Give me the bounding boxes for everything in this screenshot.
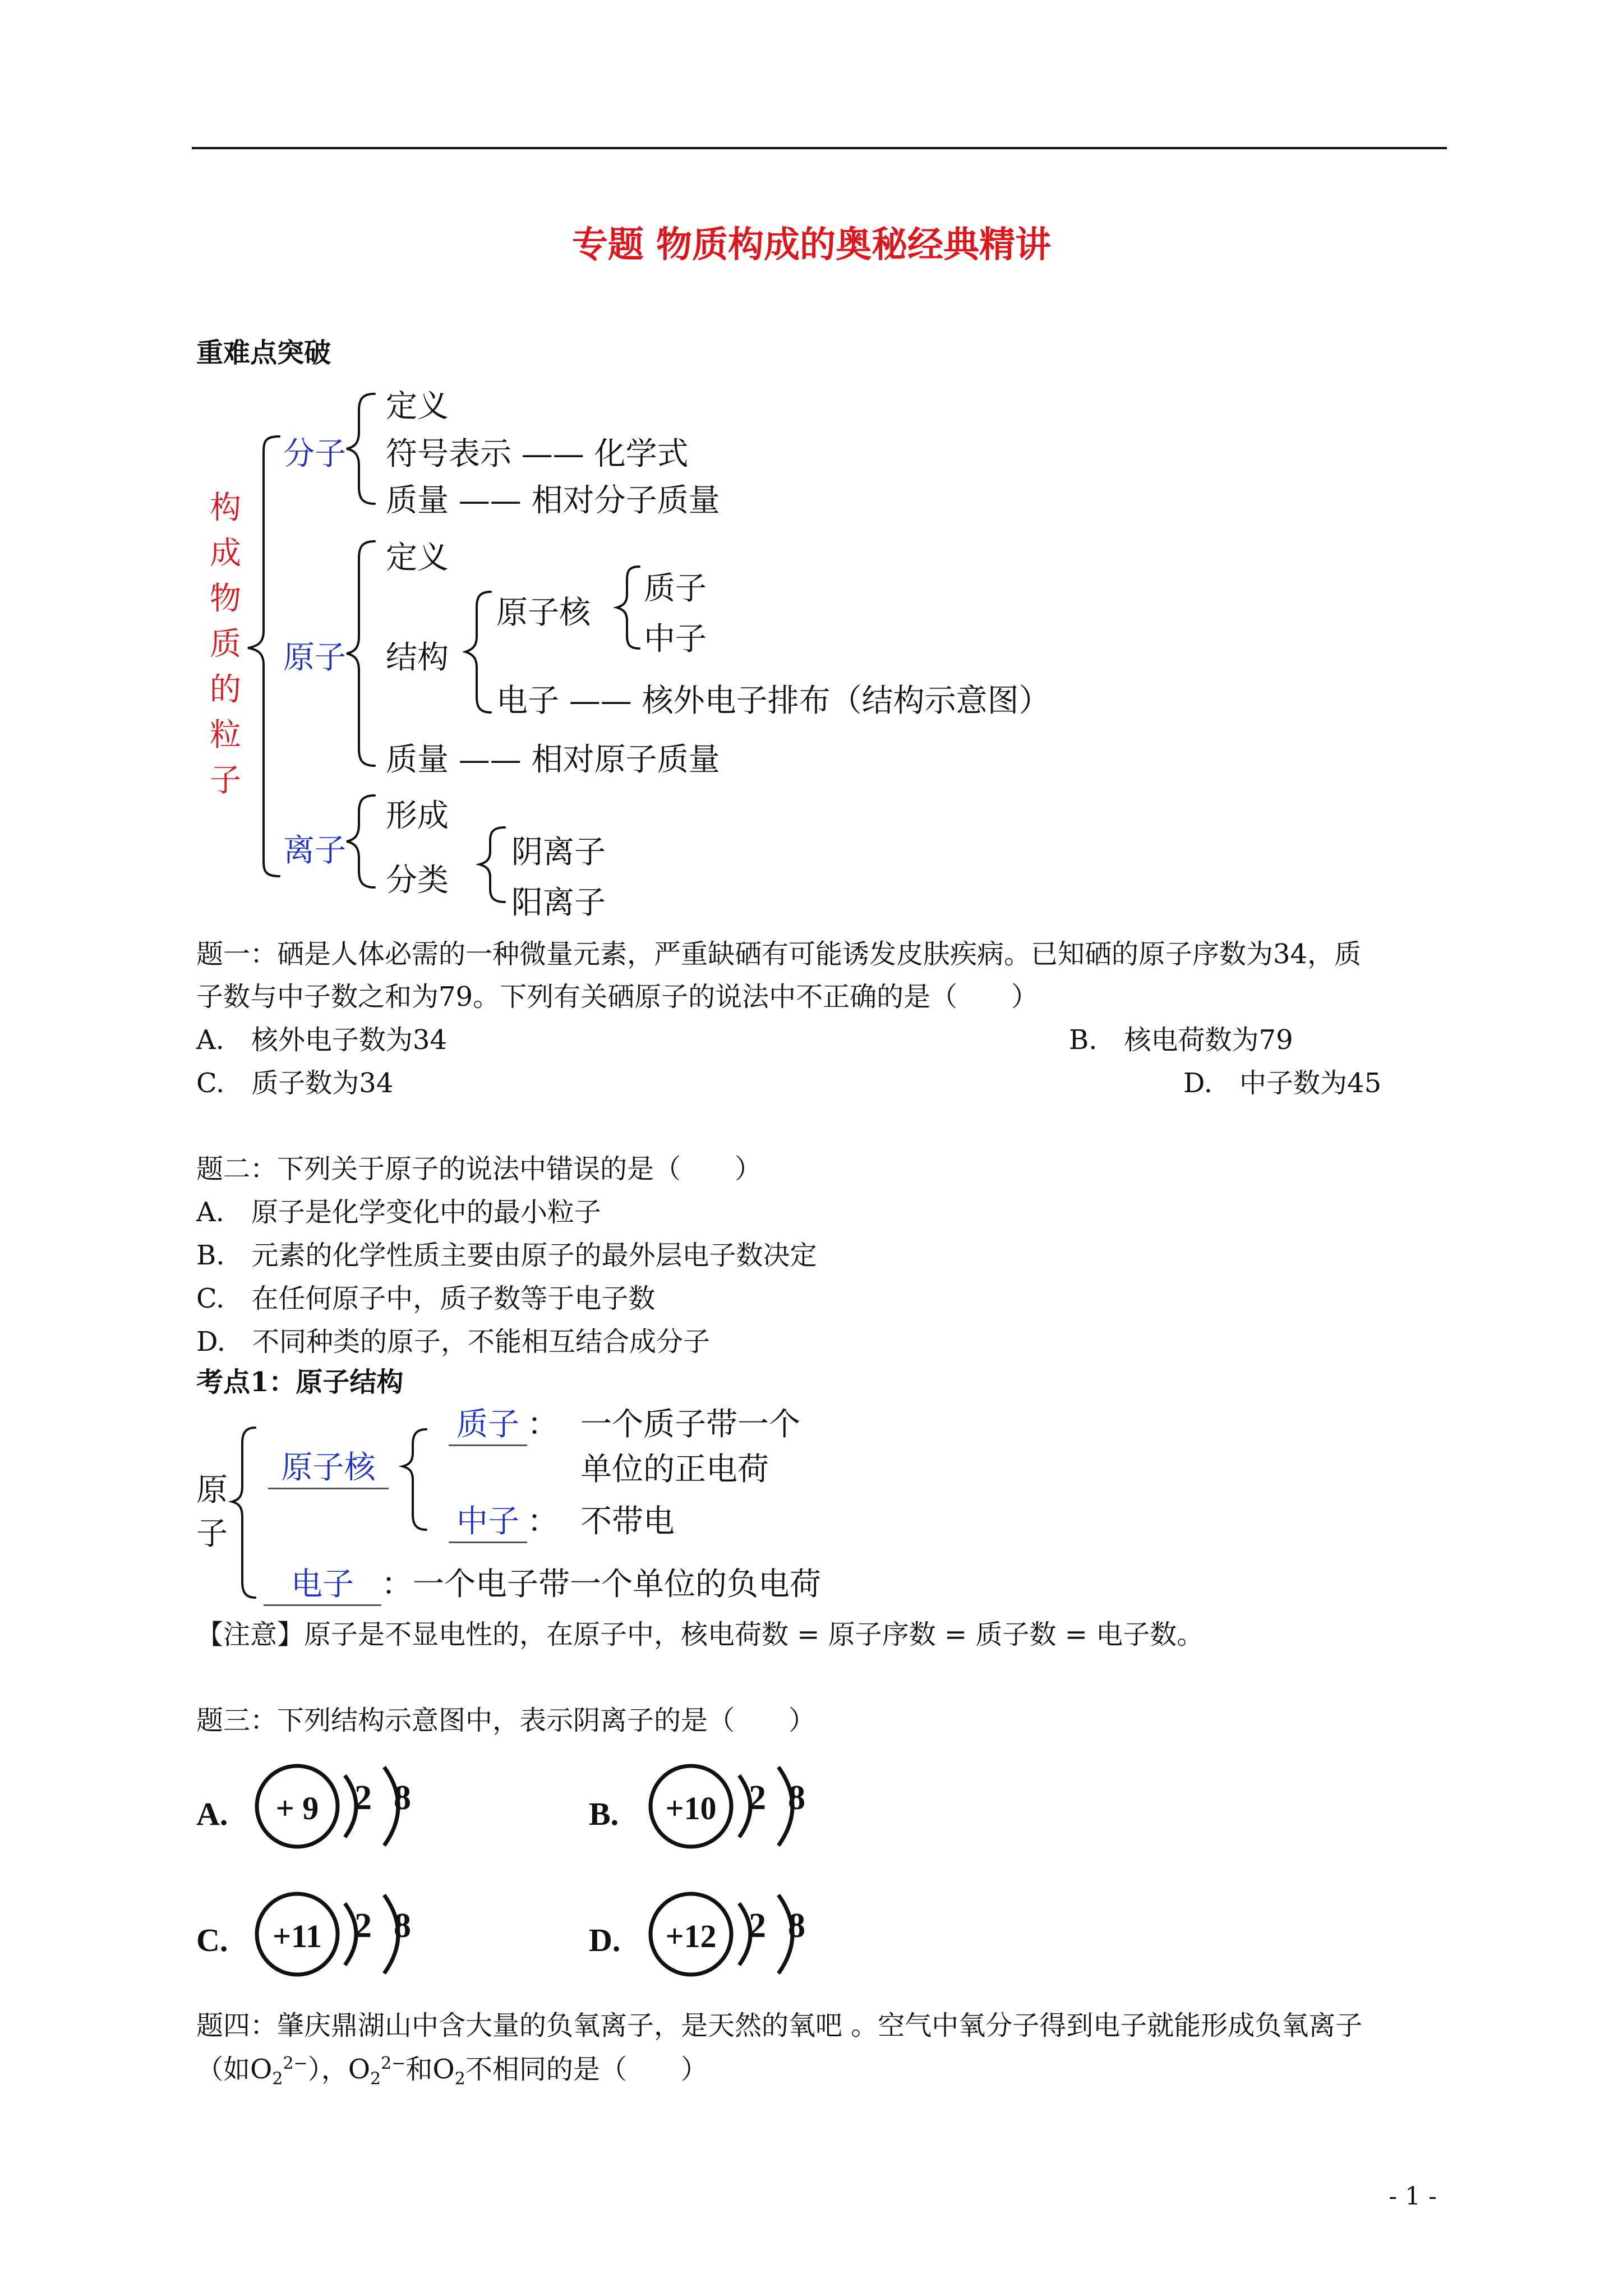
- q3-option-c-shell1: 2: [354, 1907, 372, 1945]
- q1-line2: 子数与中子数之和为79。下列有关硒原子的说法中不正确的是（ ）: [196, 981, 1039, 1013]
- q1-option-b: B. 核电荷数为79: [1069, 1024, 1293, 1056]
- root-char: 构: [210, 490, 241, 526]
- q1-option-d: D. 中子数为45: [1183, 1068, 1382, 1099]
- kp1-proton-desc1: 一个质子带一个: [580, 1406, 800, 1443]
- kp1-neutron: 中子: [449, 1497, 527, 1543]
- kp1-atom-char-1: 原: [196, 1472, 228, 1508]
- q3-option-c-nucleus: +11: [273, 1918, 322, 1954]
- q3-option-a-shell1: 2: [354, 1779, 372, 1817]
- q2-option-b: B. 元素的化学性质主要由原子的最外层电子数决定: [196, 1240, 817, 1271]
- molecule-symbol: 符号表示 —— 化学式: [386, 436, 689, 472]
- atom-def: 定义: [386, 540, 449, 576]
- subscript: 2: [370, 2069, 381, 2089]
- ion-anion: 阴离子: [511, 834, 606, 871]
- q2-option-c: C. 在任何原子中，质子数等于电子数: [196, 1283, 656, 1314]
- subscript: 2: [454, 2069, 465, 2089]
- root-char: 质: [210, 626, 241, 662]
- q3-option-d-letter: D.: [589, 1922, 621, 1958]
- atom-label: 原子: [283, 639, 346, 676]
- molecule-label: 分子: [283, 436, 346, 472]
- kp1-proton: 质子: [449, 1400, 527, 1446]
- ion-label: 离子: [283, 832, 346, 869]
- atom-mass: 质量 —— 相对原子质量: [386, 742, 720, 778]
- atom-neutron: 中子: [644, 621, 707, 657]
- q4-text: 和O: [405, 2054, 455, 2085]
- q3-option-b-letter: B.: [589, 1796, 619, 1832]
- q4-text: ），O: [307, 2054, 371, 2085]
- q4-text: 不相同的是（ ）: [465, 2054, 708, 2085]
- note: 【注意】原子是不显电性的，在原子中，核电荷数 = 原子序数 = 质子数 = 电子数。: [196, 1619, 1204, 1650]
- q3-option-b-shell2: 8: [788, 1779, 805, 1817]
- page-title: 专题 物质构成的奥秘经典精讲: [571, 224, 1052, 266]
- kp1-electron-desc: ：一个电子带一个单位的负电荷: [381, 1566, 821, 1603]
- q4-line2: [196, 2047, 708, 2089]
- kp1-nucleus: 原子核: [268, 1443, 389, 1489]
- molecule-def: 定义: [386, 388, 449, 425]
- root-char: 子: [210, 762, 241, 799]
- q4-line1: 题四：肇庆鼎湖山中含大量的负氧离子，是天然的氧吧 。空气中氧分子得到电子就能形成负氧离子: [196, 2010, 1363, 2041]
- q1-line1: 题一：硒是人体必需的一种微量元素，严重缺硒有可能诱发皮肤疾病。已知硒的原子序数为34，质: [196, 938, 1362, 970]
- q3-option-a-nucleus: + 9: [275, 1790, 319, 1826]
- colon: ：: [527, 1503, 559, 1540]
- atom-nucleus: 原子核: [496, 595, 591, 631]
- q3-option-b-shell1: 2: [749, 1779, 766, 1817]
- root-char: 成: [210, 535, 241, 572]
- q3-option-d-nucleus: +12: [665, 1918, 717, 1954]
- superscript: 2−: [283, 2054, 308, 2073]
- q4-text: （如O: [196, 2054, 273, 2085]
- kp1-neutron-desc: 不带电: [580, 1503, 675, 1540]
- q3-option-d-shell1: 2: [749, 1907, 766, 1945]
- kp1-electron: 电子: [264, 1559, 381, 1606]
- q3-stem: 题三：下列结构示意图中，表示阴离子的是（ ）: [196, 1705, 816, 1736]
- root-char: 的: [210, 671, 241, 708]
- q3-option-c-letter: C.: [196, 1922, 228, 1958]
- q2-option-d: D. 不同种类的原子，不能相互结合成分子: [196, 1326, 711, 1358]
- ion-form: 形成: [386, 798, 449, 834]
- kp1-proton-desc2: 单位的正电荷: [580, 1451, 769, 1488]
- q3-option-a-shell2: 8: [394, 1779, 411, 1817]
- q1-option-c: C. 质子数为34: [196, 1068, 394, 1099]
- superscript: 2−: [381, 2054, 406, 2073]
- atom-proton: 质子: [644, 570, 707, 607]
- root-char: 粒: [210, 717, 241, 753]
- section-heading: 重难点突破: [196, 337, 331, 369]
- subscript: 2: [272, 2069, 283, 2089]
- colon: ：: [527, 1406, 559, 1443]
- root-char: 物: [210, 581, 241, 617]
- atom-electron: 电子 —— 核外电子排布（结构示意图）: [496, 683, 1050, 719]
- atom-structure: 结构: [386, 639, 449, 676]
- ion-cation: 阳离子: [511, 885, 606, 921]
- q2-option-a: A. 原子是化学变化中的最小粒子: [196, 1197, 601, 1228]
- kp1-heading: 考点1：原子结构: [196, 1366, 404, 1398]
- q1-option-a: A. 核外电子数为34: [196, 1024, 448, 1056]
- q3-option-b-nucleus: +10: [665, 1790, 717, 1826]
- q2-stem: 题二：下列关于原子的说法中错误的是（ ）: [196, 1153, 762, 1185]
- q3-option-a-letter: A.: [196, 1796, 228, 1832]
- page-number: - 1 -: [1389, 2182, 1437, 2211]
- ion-classify: 分类: [386, 862, 449, 899]
- kp1-atom-char-2: 子: [196, 1516, 228, 1552]
- molecule-mass: 质量 —— 相对分子质量: [386, 482, 720, 519]
- q3-option-d-shell2: 8: [788, 1907, 805, 1945]
- q3-option-c-shell2: 8: [394, 1907, 411, 1945]
